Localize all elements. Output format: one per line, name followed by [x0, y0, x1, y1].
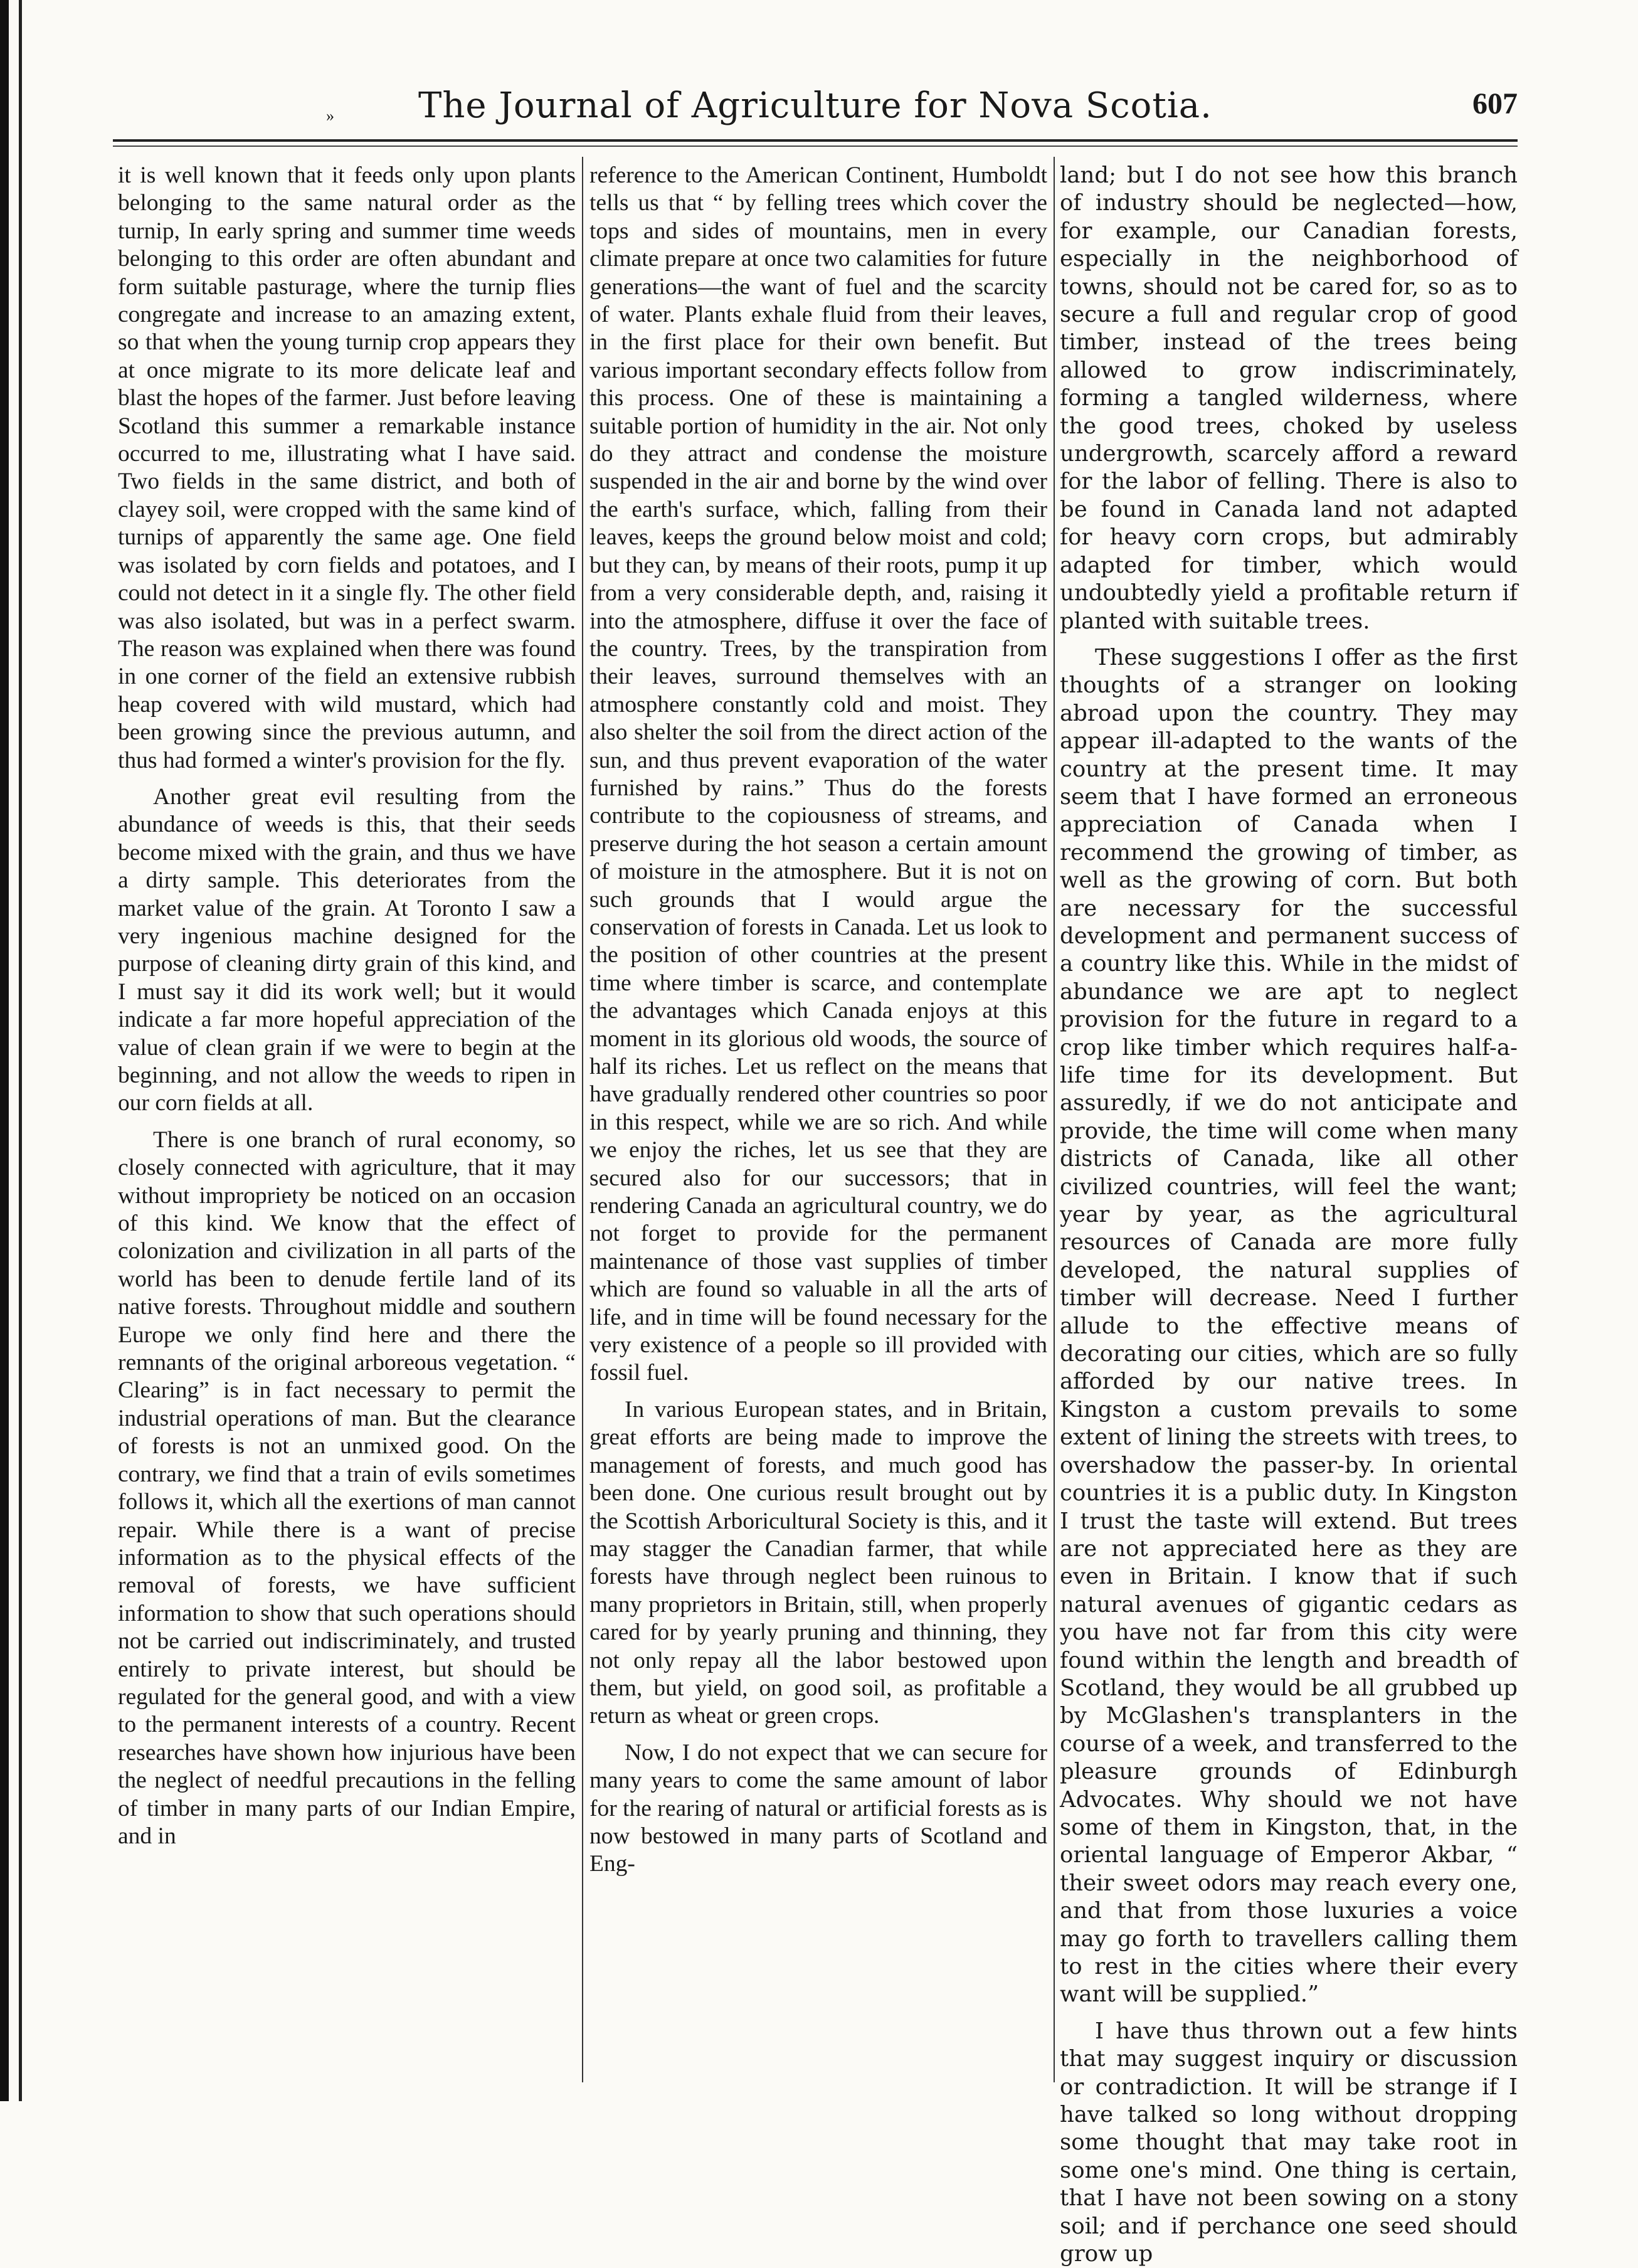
- paragraph: In various European states, and in Britain, great efforts are being made to improve the management of forests, and much good has been done. One curious result brought out by the Scottish Arboricultural Society is this, and it may stagger the Canadian farmer, that while forests have through neglect been ruinous to many proprietors in Britain, still, when properly cared for by yearly pruning and thinning, they not only repay all the labor bestowed upon them, but yield, on good soil, as profitable a return as wheat or green crops.: [589, 1396, 1047, 1729]
- paragraph: Now, I do not expect that we can secure for many years to come the same amount of labor for the rearing of natural or artificial forests as is now bestowed in many parts of Scotland and Eng-: [589, 1739, 1047, 1877]
- paragraph: reference to the American Continent, Humboldt tells us that “ by felling trees which cover the tops and sides of mountains, men in every climate prepare at once two calamities for future generations—the want of fuel and the scarcity of water. Plants exhale fluid from their leaves, in the first place for their own benefit. But various important secondary effects follow from this process. One of these is maintaining a suitable portion of humidity in the air. Not only do they attract and condense the moisture suspended in the air and borne by the wind over the earth's surface, which, falling from their leaves, keeps the ground below moist and cold; but they can, by means of their roots, pump it up from a very considerable depth, and, raising it into the atmosphere, diffuse it over the face of the country. Trees, by the transpiration from their leaves, surround themselves with an atmosphere constantly cold and moist. They also shelter the soil from the direct action of the sun, and thus prevent evaporation of the water furnished by rains.” Thus do the forests contribute to the copiousness of streams, and preserve during the hot season a certain amount of moisture in the atmosphere. But it is not on such grounds that I would argue the conservation of forests in Canada. Let us look to the position of other countries at the present time where timber is scarce, and contemplate the advantages which Canada enjoys at this moment in its glorious old woods, the source of half its riches. Let us reflect on the means that have gradually rendered other countries so poor in this respect, while we are so rich. And while we enjoy the riches, let us see that they are secured also for our successors; that in rendering Canada an agricultural country, we do not forget to provide for the permanent maintenance of those vast supplies of timber which are found so valuable in all the arts of life, and in time will be found necessary for the very existence of a people so ill provided with fossil fuel.: [589, 162, 1047, 1386]
- page-number: 607: [1472, 87, 1518, 120]
- text-column-1: [118, 162, 576, 2081]
- column-divider-1: [582, 157, 583, 2082]
- header-rule-thin: [113, 146, 1518, 147]
- paragraph: Another great evil resulting from the abundance of weeds is this, that their seeds become mixed with the grain, and thus we have a dirty sample. This deteriorates from the market value of the grain. At Toronto I saw a very ingenious machine designed for the purpose of cleaning dirty grain of this kind, and I must say it did its work well; but it would indicate a far more hopeful appreciation of the value of clean grain if we were to begin at the beginning, and not allow the weeds to ripen in our corn fields at all.: [118, 783, 576, 1116]
- paragraph: it is well known that it feeds only upon plants belonging to the same natural order as the turnip, In early spring and summer time weeds belonging to this order are often abundant and form suitable pasturage, where the turnip flies congregate and increase to an amazing extent, so that when the young turnip crop appears they at once migrate to its more delicate leaf and blast the hopes of the farmer. Just before leaving Scotland this summer a remarkable instance occurred to me, illustrating what I have said. Two fields in the same district, and both of clayey soil, were cropped with the same kind of turnips of apparently the same age. One field was isolated by corn fields and potatoes, and I could not detect in it a single fly. The other field was also isolated, but was in a perfect swarm. The reason was explained when there was found in one corner of the field an extensive rubbish heap covered with wild mustard, which had been growing since the previous autumn, and thus had formed a winter's provision for the fly.: [118, 162, 576, 773]
- page-binding-line: [19, 0, 22, 2101]
- paragraph: There is one branch of rural economy, so closely connected with agriculture, that it may without impropriety be noticed on an occasion of this kind. We know that the effect of colonization and civilization in all parts of the world has been to denude fertile land of its native forests. Throughout middle and southern Europe we only find here and there the remnants of the original arboreous vegetation. “ Clearing” is in fact necessary to permit the industrial operations of man. But the clearance of forests is not an unmixed good. On the contrary, we find that a train of evils sometimes follows it, which all the exertions of man cannot repair. While there is a want of precise information as to the physical effects of the removal of forests, we have sufficient information to show that such operations should not be carried out indiscriminately, and trusted entirely to private interest, but should be regulated for the general good, and with a view to the permanent interests of a country. Recent researches have shown how injurious have been the neglect of needful precautions in the felling of timber in many parts of our Indian Empire, and in: [118, 1126, 576, 1849]
- journal-title: The Journal of Agriculture for Nova Scotia.: [418, 85, 1212, 126]
- paragraph: I have thus thrown out a few hints that may suggest inquiry or discussion or contradiction. It will be strange if I have talked so long without dropping some thought that may take root in some one's mind. One thing is certain, that I have not been sowing on a stony soil; and if perchance one seed should grow up: [1060, 2018, 1518, 2267]
- paragraph: These suggestions I offer as the first thoughts of a stranger on looking abroad upon the country. They may appear ill-adapted to the wants of the country at the present time. It may seem that I have formed an erroneous appreciation of Canada when I recommend the growing of timber, as well as the growing of corn. But both are necessary for the successful development and permanent success of a country like this. While in the midst of abundance we are apt to neglect provision for the future in regard to a crop like timber which requires half-a-life time for its development. But assuredly, if we do not anticipate and provide, the time will come when many districts of Canada, like all other civilized countries, will feel the want; year by year, as the agricultural resources of Canada are more fully developed, the natural supplies of timber will decrease. Need I further allude to the effective means of decorating our cities, which are so fully afforded by our native trees. In Kingston a custom prevails to some extent of lining the streets with trees, to overshadow the passer-by. In oriental countries it is a public duty. In Kingston I trust the taste will extend. But trees are not appreciated here as they are even in Britain. I know that if such natural avenues of gigantic cedars as you have not far from this city were found within the length and breadth of Scotland, they would be all grubbed up by McGlashen's transplanters in the course of a week, and transferred to the pleasure grounds of Edinburgh Advocates. Why should we not have some of them in Kingston, that, in the oriental language of Emperor Akbar, “ their sweet odors may reach every one, and that from those luxuries a voice may go forth to travellers calling them to rest in the cities where their every want will be supplied.”: [1060, 644, 1518, 2008]
- header-ornament: »: [326, 107, 334, 125]
- column-divider-2: [1054, 157, 1055, 2082]
- page-header: [113, 80, 1518, 140]
- text-column-2: [589, 162, 1047, 2081]
- text-column-3: [1060, 162, 1518, 2267]
- page-binding-edge: [0, 0, 9, 2101]
- paragraph: land; but I do not see how this branch of industry should be neglected—how, for example, our Canadian forests, especially in the neighborhood of towns, should not be cared for, so as to secure a full and regular crop of good timber, instead of the trees being allowed to grow indiscriminately, forming a tangled wilderness, where the good trees, choked by useless undergrowth, scarcely afford a reward for the labor of felling. There is also to be found in Canada land not adapted for heavy corn crops, but admirably adapted for timber, which would undoubtedly yield a profitable return if planted with suitable trees.: [1060, 162, 1518, 634]
- header-rule-thick: [113, 139, 1518, 142]
